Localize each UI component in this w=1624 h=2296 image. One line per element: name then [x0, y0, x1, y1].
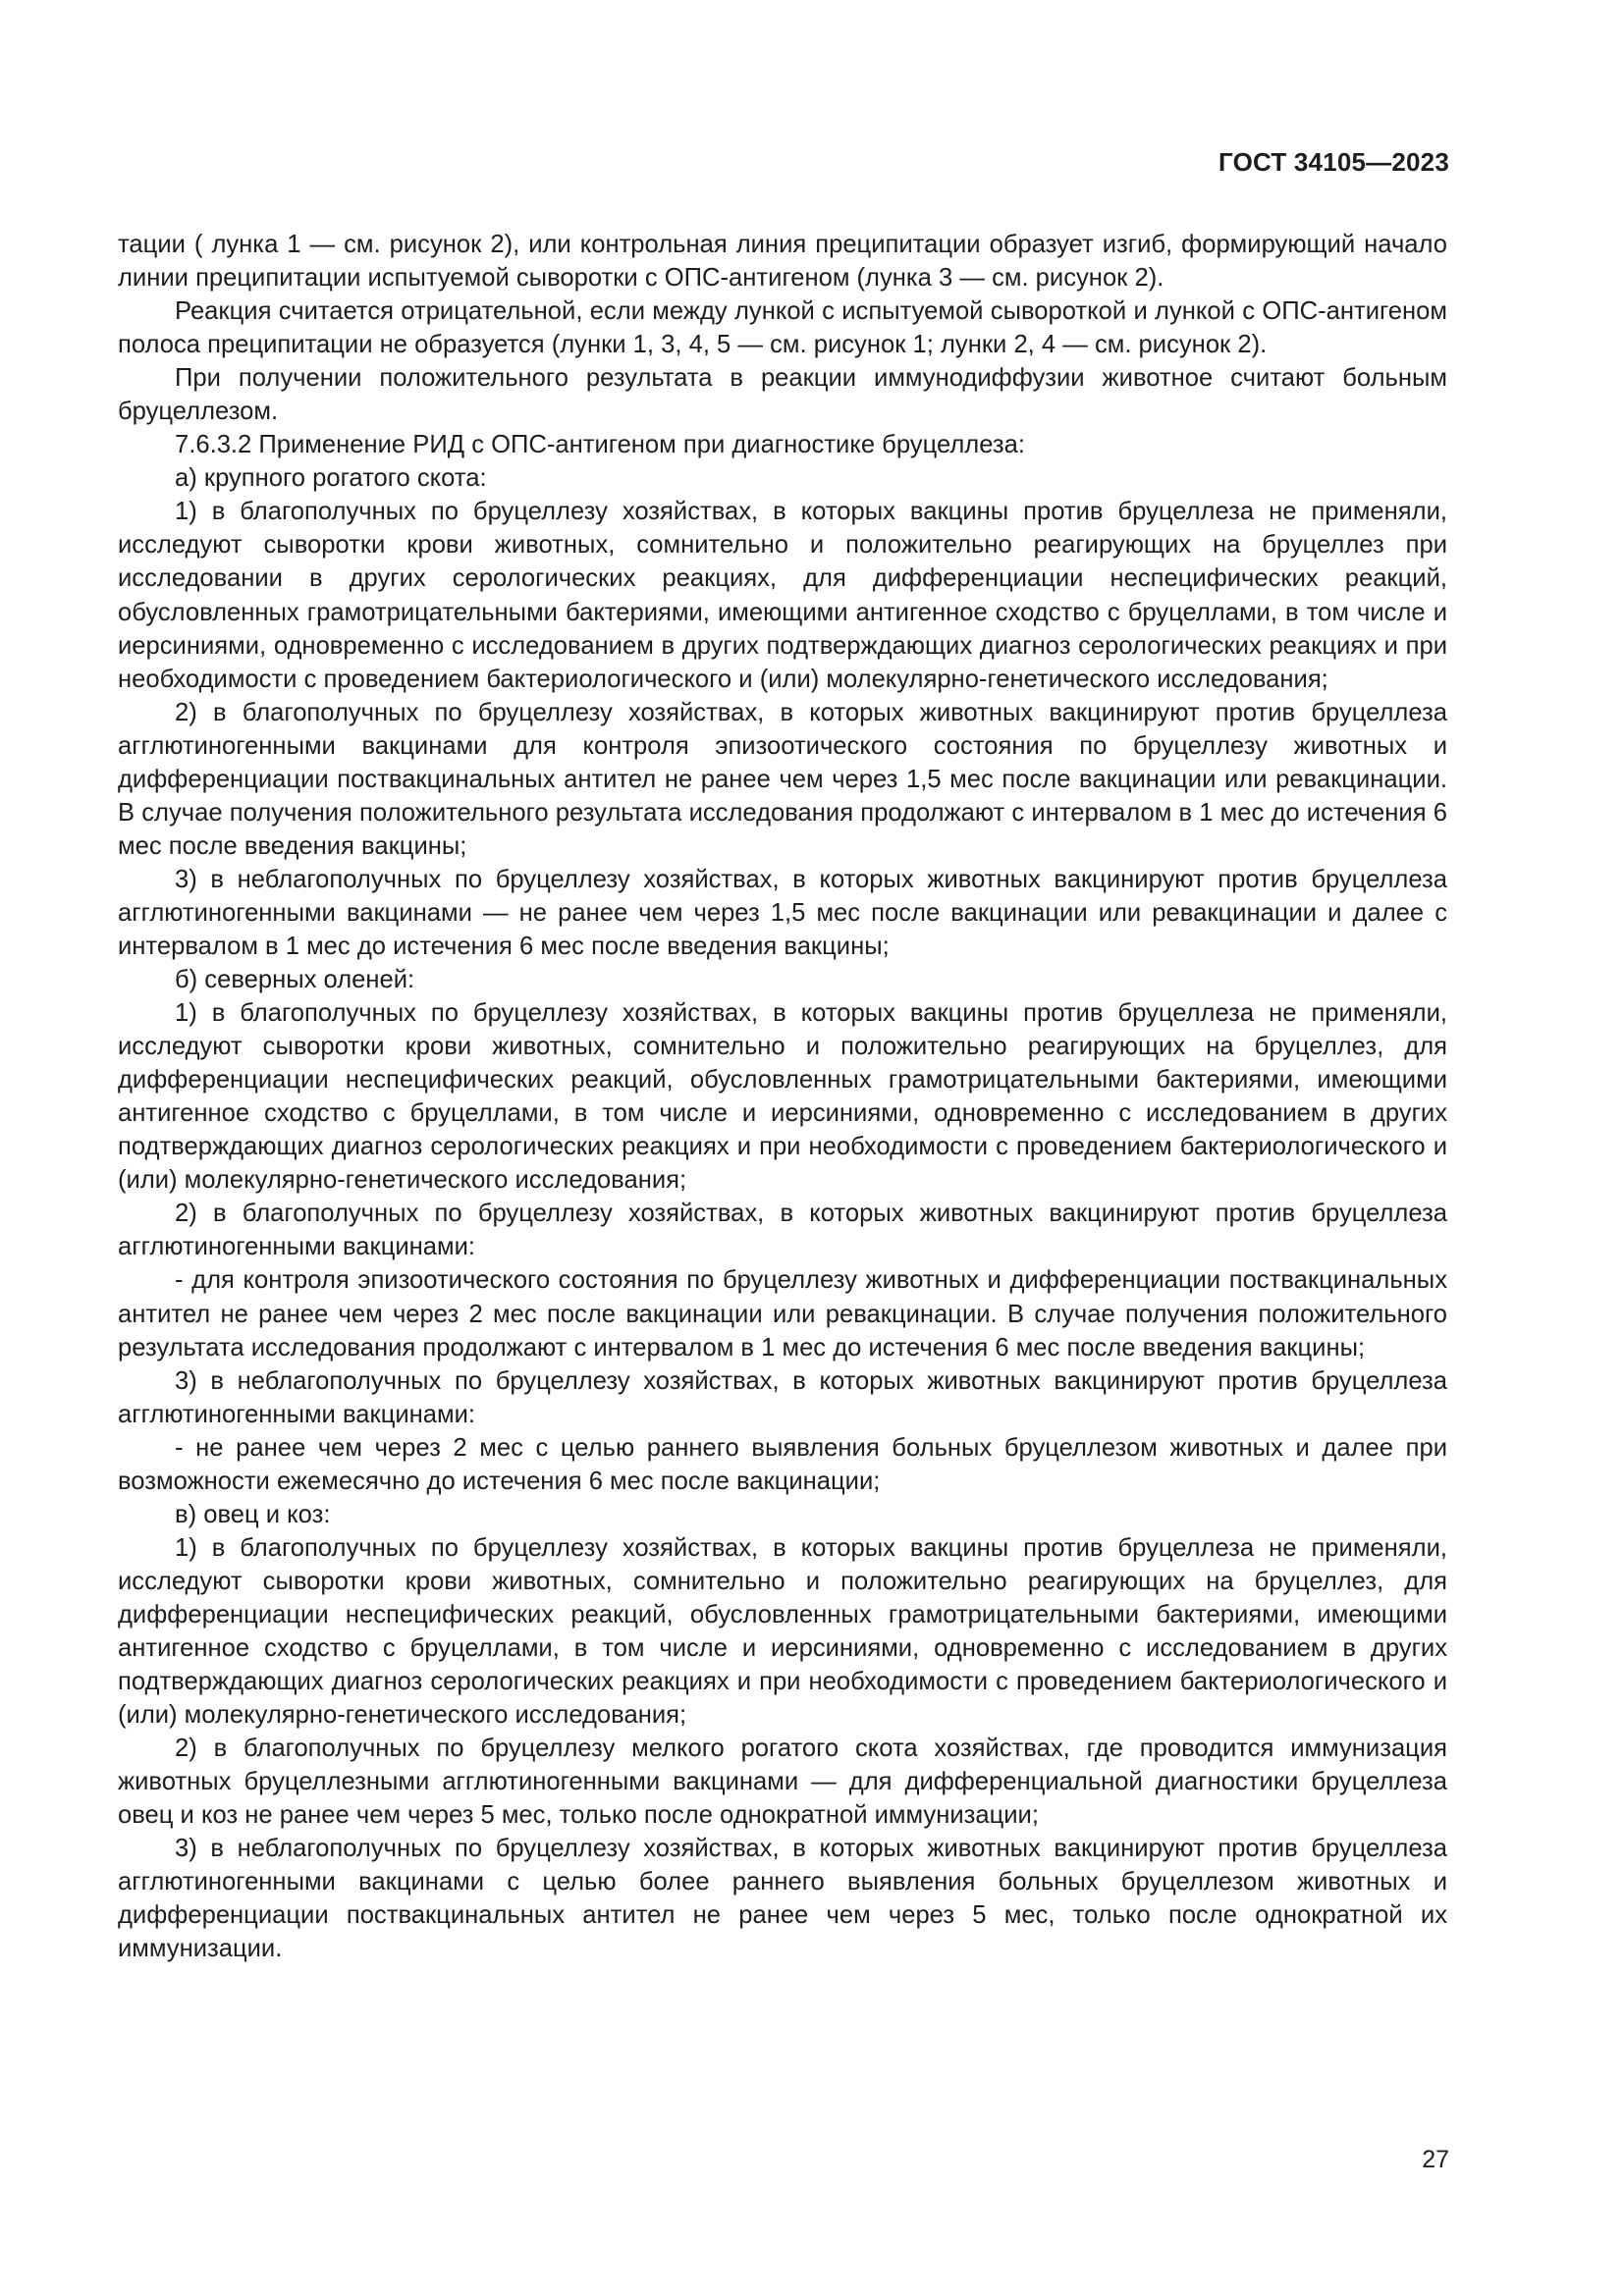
- paragraph: 1) в благополучных по бруцеллезу хозяйствах, в которых вакцины против бруцеллеза не применяли, исследуют сыворотки крови животных, сомнительно и положительно реагирующих на бруцеллез при исследовании в других серологических реакциях, для дифференциации неспецифических реакций, обусловленных грамотрицательными бактериями, имеющими антигенное сходство с бруцеллами, в том числе и иерсиниями, одновременно с исследованием в других подтверждающих диагноз серологических реакциях и при необходимости с проведением бактериологического и (или) молекулярно-генетического исследования;: [118, 498, 1447, 693]
- paragraph: Реакция считается отрицательной, если между лункой с испытуемой сывороткой и лункой с ОПС-антигеном полоса преципитации не образуется (лунки 1, 3, 4, 5 — см. рисунок 1; лунки 2, 4 — см. рисунок 2).: [118, 297, 1447, 359]
- paragraph: 3) в неблагополучных по бруцеллезу хозяйствах, в которых животных вакцинируют против бруцеллеза агглютиногенными вакцинами с целью более раннего выявления больных бруцеллезом животных и дифференциации поствакцинальных антител не ранее чем через 5 мес, только после однократной их иммунизации.: [118, 1835, 1447, 1963]
- paragraph: - не ранее чем через 2 мес с целью раннего выявления больных бруцеллезом животных и далее при возможности ежемесячно до истечения 6 мес после вакцинации;: [118, 1433, 1447, 1495]
- page-number: 27: [1422, 2146, 1449, 2173]
- paragraph: тации ( лунка 1 — см. рисунок 2), или контрольная линия преципитации образует изгиб, формирующий начало линии преципитации испытуемой сыворотки с ОПС-антигеном (лунка 3 — см. рисунок 2).: [118, 231, 1447, 293]
- paragraph: При получении положительного результата в реакции иммунодиффузии животное считают больным бруцеллезом.: [118, 364, 1447, 426]
- paragraph: 1) в благополучных по бруцеллезу хозяйствах, в которых вакцины против бруцеллеза не применяли, исследуют сыворотки крови животных, сомнительно и положительно реагирующих на бруцеллез, для дифференциации неспецифических реакций, обусловленных грамотрицательными бактериями, имеющими антигенное сходство с бруцеллами, в том числе и иерсиниями, одновременно с исследованием в других подтверждающих диагноз серологических реакциях и при необходимости с проведением бактериологического и (или) молекулярно-генетического исследования;: [118, 1533, 1447, 1730]
- paragraph: 7.6.3.2 Применение РИД с ОПС-антигеном при диагностике бруцеллеза:: [175, 431, 1025, 459]
- paragraph: 2) в благополучных по бруцеллезу хозяйствах, в которых животных вакцинируют против бруцеллеза агглютиногенными вакцинами:: [118, 1200, 1447, 1261]
- paragraph: - для контроля эпизоотического состояния по бруцеллезу животных и дифференциации поствакцинальных антител не ранее чем через 2 мес после вакцинации или ревакцинации. В случае получения положительного результата исследования продолжают с интервалом в 1 мес до истечения 6 мес после введения вакцины;: [118, 1266, 1447, 1362]
- paragraph: 2) в благополучных по бруцеллезу мелкого рогатого скота хозяйствах, где проводится иммунизация животных бруцеллезными агглютиногенными вакцинами — для дифференциальной диагностики бруцеллеза овец и коз не ранее чем через 5 мес, только после однократной иммунизации;: [118, 1735, 1447, 1830]
- paragraph: 2) в благополучных по бруцеллезу хозяйствах, в которых животных вакцинируют против бруцеллеза агглютиногенными вакцинами для контроля эпизоотического состояния по бруцеллезу животных и дифференциации поствакцинальных антител не ранее чем через 1,5 мес после вакцинации или ревакцинации. В случае получения положительного результата исследования продолжают с интервалом в 1 мес до истечения 6 мес после введения вакцины;: [118, 698, 1447, 860]
- paragraph: 3) в неблагополучных по бруцеллезу хозяйствах, в которых животных вакцинируют против бруцеллеза агглютиногенными вакцинами:: [118, 1366, 1447, 1428]
- standard-code-header: ГОСТ 34105—2023: [1218, 147, 1449, 177]
- document-body: [118, 228, 1447, 1965]
- paragraph: а) крупного рогатого скота:: [175, 464, 487, 493]
- paragraph: б) северных оленей:: [175, 966, 415, 994]
- paragraph: 1) в благополучных по бруцеллезу хозяйствах, в которых вакцины против бруцеллеза не применяли, исследуют сыворотки крови животных, сомнительно и положительно реагирующих на бруцеллез, для дифференциации неспецифических реакций, обусловленных грамотрицательными бактериями, имеющими антигенное сходство с бруцеллами, в том числе и иерсиниями, одновременно с исследованием в других подтверждающих диагноз серологических реакциях и при необходимости с проведением бактериологического и (или) молекулярно-генетического исследования;: [118, 999, 1447, 1195]
- paragraph: в) овец и коз:: [175, 1500, 331, 1528]
- paragraph: 3) в неблагополучных по бруцеллезу хозяйствах, в которых животных вакцинируют против бруцеллеза агглютиногенными вакцинами — не ранее чем через 1,5 мес после вакцинации или ревакцинации и далее с интервалом в 1 мес до истечения 6 мес после введения вакцины;: [118, 865, 1447, 960]
